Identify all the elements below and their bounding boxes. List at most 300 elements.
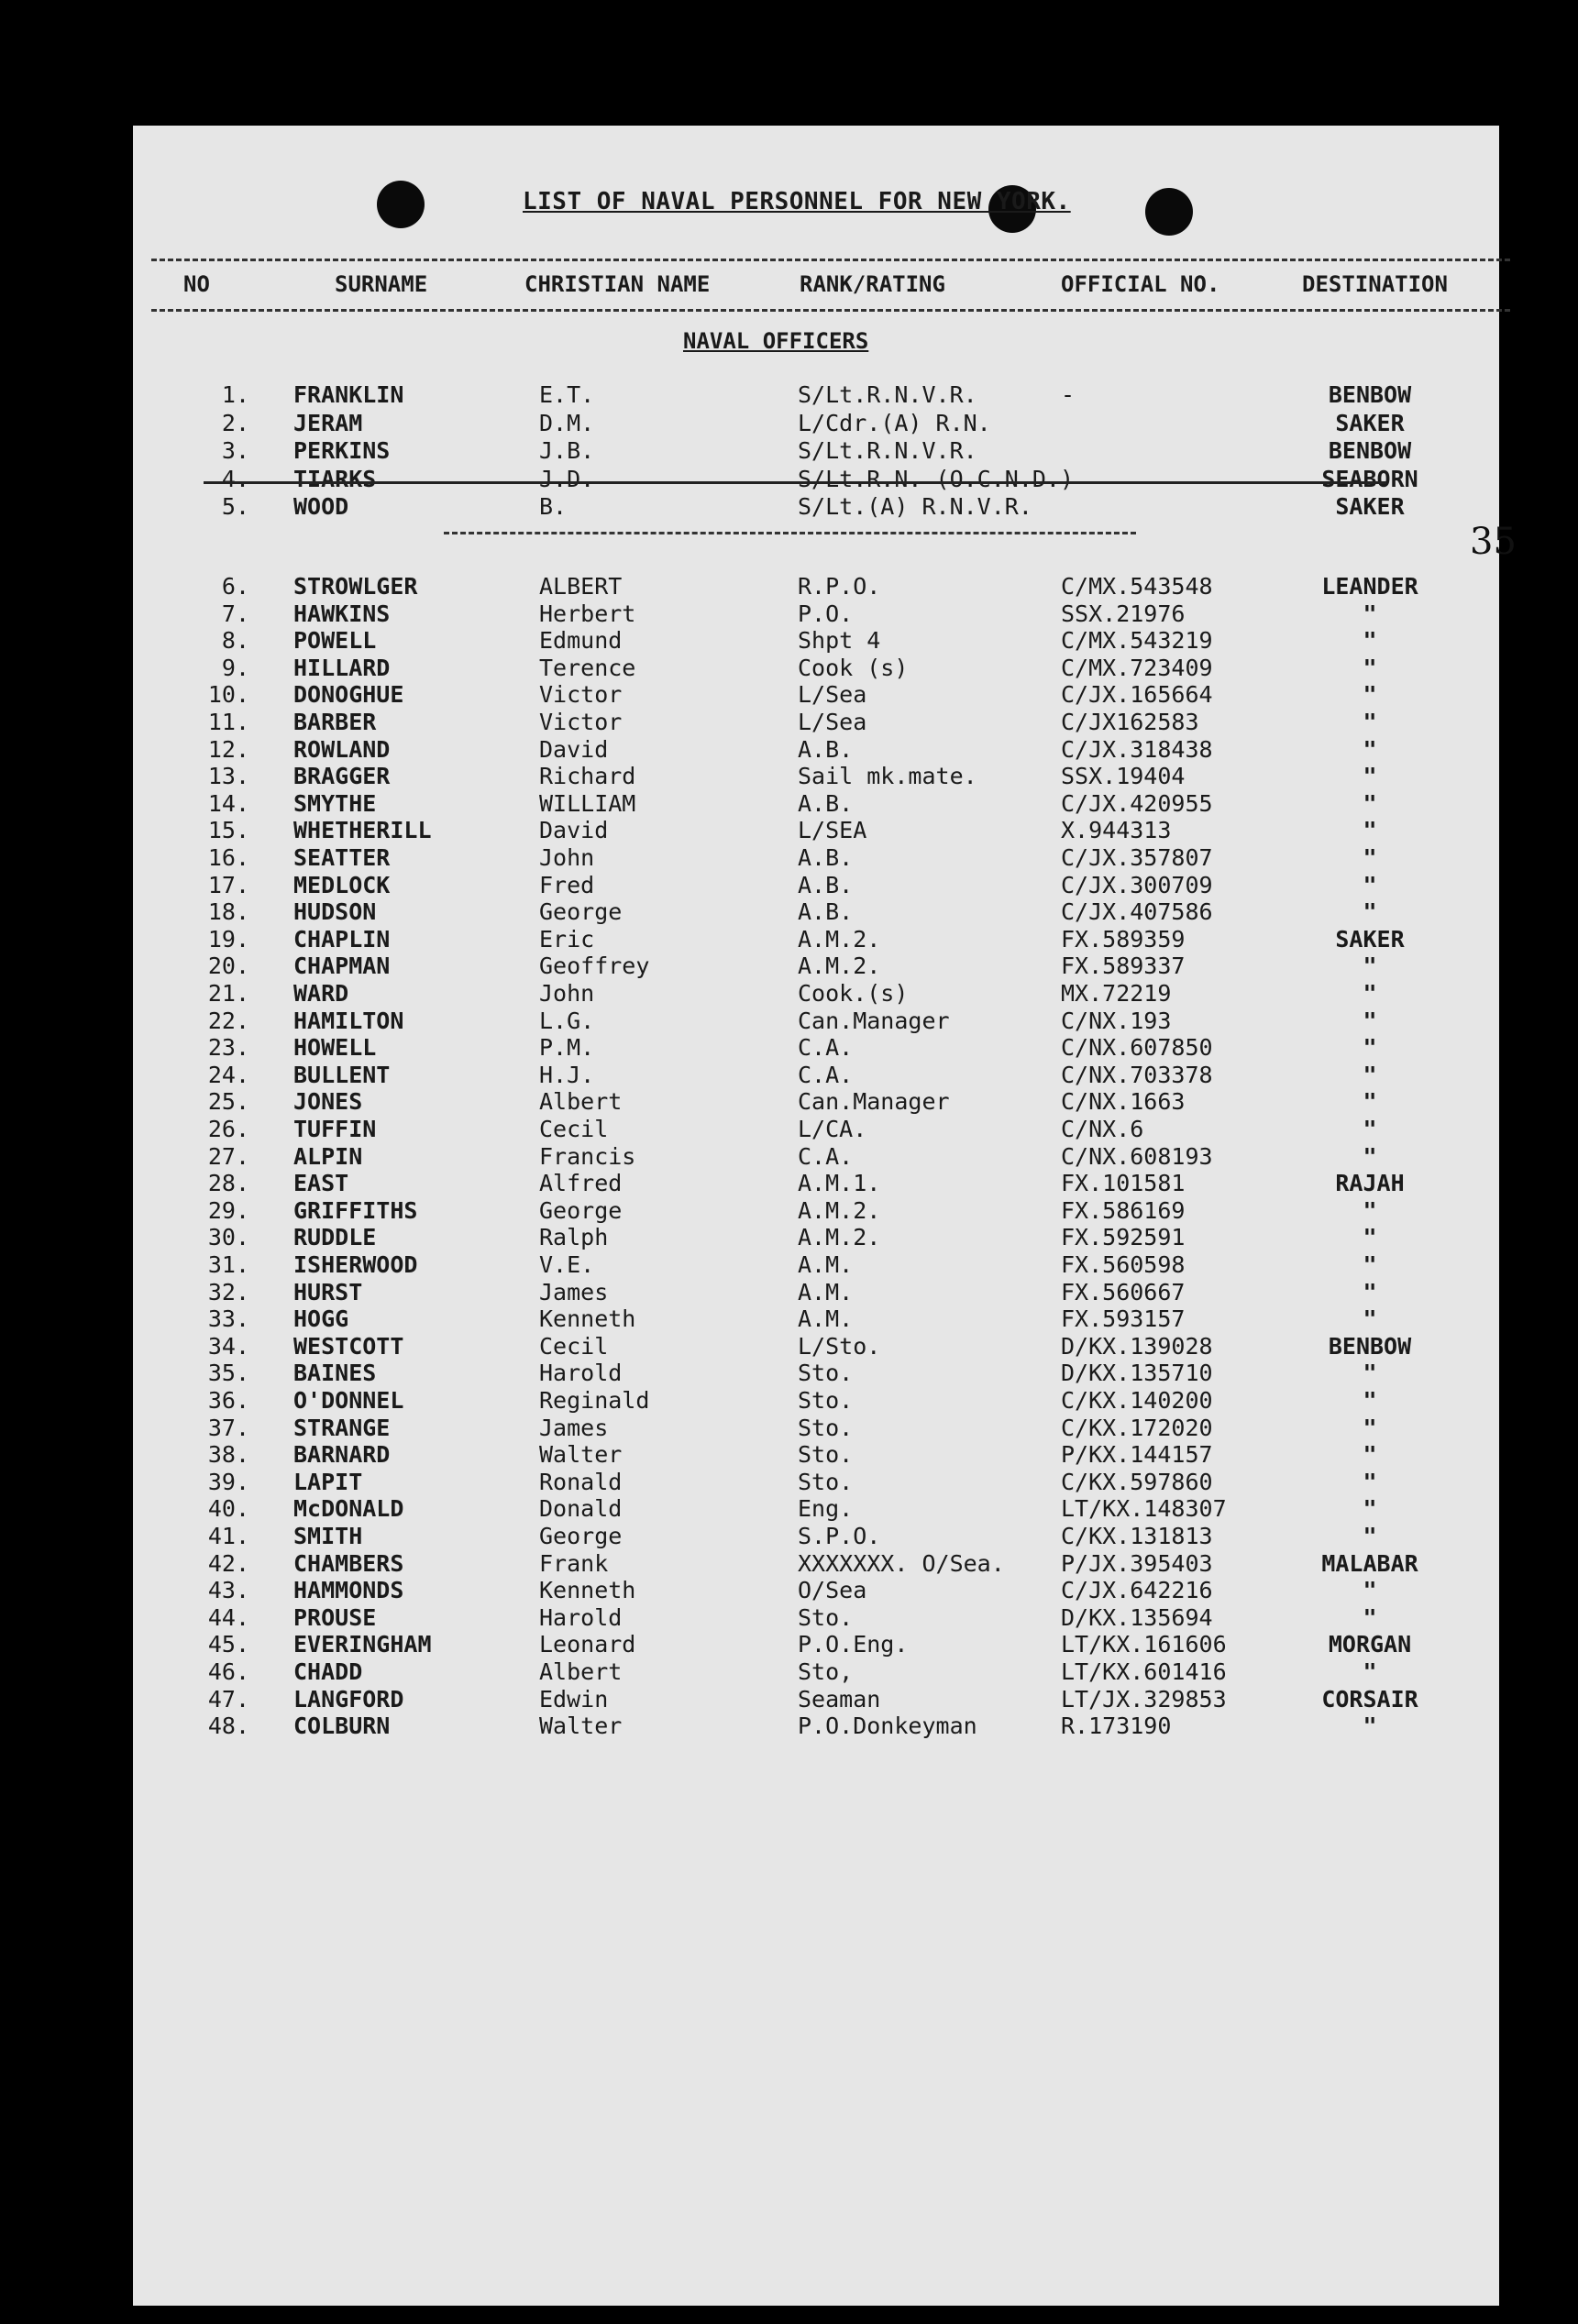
cell-rank: A.B. <box>798 898 854 926</box>
cell-christian-name: P.M. <box>539 1034 595 1062</box>
cell-no: 12. <box>207 735 249 763</box>
cell-surname: BARNARD <box>293 1441 391 1469</box>
table-row <box>0 600 1578 628</box>
cell-rank: A.M.1. <box>798 1170 881 1197</box>
table-row <box>0 953 1578 980</box>
cell-official-no: C/MX.723409 <box>1061 654 1213 681</box>
cell-official-no: C/NX.607850 <box>1061 1034 1213 1062</box>
cell-surname: LAPIT <box>293 1468 363 1495</box>
cell-no: 32. <box>207 1278 249 1305</box>
cell-official-no: C/NX.1663 <box>1061 1088 1186 1116</box>
cell-surname: HAWKINS <box>293 600 391 627</box>
cell-no: 25. <box>207 1088 249 1116</box>
header-surname: SURNAME <box>335 271 428 297</box>
cell-official-no: C/JX.300709 <box>1061 871 1213 898</box>
cell-christian-name: James <box>539 1414 609 1441</box>
cell-no: 6. <box>221 573 249 600</box>
table-row <box>0 1387 1578 1415</box>
cell-no: 16. <box>207 844 249 871</box>
cell-rank: P.O. <box>798 600 854 627</box>
cell-destination: " <box>1363 1142 1377 1170</box>
cell-destination: " <box>1363 1278 1377 1305</box>
table-row <box>0 1224 1578 1251</box>
cell-no: 39. <box>207 1468 249 1495</box>
cell-rank: L/CA. <box>798 1116 867 1142</box>
cell-destination: SAKER <box>1335 493 1405 520</box>
cell-christian-name: V.E. <box>539 1251 595 1278</box>
cell-destination: " <box>1363 654 1377 681</box>
cell-christian-name: Edmund <box>539 627 623 655</box>
cell-rank: R.P.O. <box>798 573 881 600</box>
cell-destination: " <box>1363 817 1377 844</box>
cell-destination: BENBOW <box>1328 381 1412 408</box>
cell-official-no: P/KX.144157 <box>1061 1441 1213 1469</box>
cell-no: 45. <box>207 1631 249 1658</box>
table-row <box>0 1441 1578 1469</box>
cell-official-no: C/JX.318438 <box>1061 735 1213 763</box>
table-row <box>0 980 1578 1008</box>
section-divider <box>444 532 1136 534</box>
cell-rank: S/Lt.R.N.V.R. <box>798 437 977 464</box>
cell-no: 26. <box>207 1116 249 1142</box>
table-row <box>0 573 1578 600</box>
table-row <box>0 817 1578 844</box>
table-row <box>0 681 1578 709</box>
cell-rank: A.B. <box>798 844 854 871</box>
table-row <box>0 1088 1578 1116</box>
cell-surname: HILLARD <box>293 654 391 681</box>
cell-christian-name: Alfred <box>539 1170 623 1197</box>
cell-official-no: LT/KX.161606 <box>1061 1631 1227 1658</box>
cell-destination: " <box>1363 1658 1377 1685</box>
table-row <box>0 1251 1578 1279</box>
cell-surname: HUDSON <box>293 898 377 926</box>
cell-rank: Shpt 4 <box>798 627 881 655</box>
cell-christian-name: Albert <box>539 1658 623 1685</box>
table-row <box>0 1631 1578 1658</box>
cell-christian-name: J.D. <box>539 465 595 492</box>
table-row <box>0 898 1578 926</box>
cell-official-no: C/MX.543548 <box>1061 573 1213 600</box>
cell-christian-name: George <box>539 898 623 926</box>
cell-surname: BAINES <box>293 1360 377 1387</box>
cell-destination: BENBOW <box>1328 437 1412 464</box>
cell-no: 24. <box>207 1061 249 1088</box>
table-row <box>0 627 1578 655</box>
cell-christian-name: John <box>539 844 595 871</box>
cell-surname: McDONALD <box>293 1495 404 1523</box>
cell-official-no: LT/KX.148307 <box>1061 1495 1227 1523</box>
cell-official-no: SSX.19404 <box>1061 763 1186 790</box>
cell-surname: WHETHERILL <box>293 817 432 844</box>
header-destination: DESTINATION <box>1302 271 1448 297</box>
cell-destination: " <box>1363 871 1377 898</box>
cell-rank: A.M.2. <box>798 925 881 953</box>
cell-surname: ISHERWOOD <box>293 1251 418 1278</box>
cell-no: 18. <box>207 898 249 926</box>
cell-christian-name: WILLIAM <box>539 789 636 817</box>
table-row <box>0 790 1578 818</box>
cell-christian-name: Harold <box>539 1360 623 1387</box>
cell-no: 36. <box>207 1387 249 1414</box>
header-christian-name: CHRISTIAN NAME <box>524 271 711 297</box>
table-row <box>0 437 1578 465</box>
cell-destination: " <box>1363 844 1377 871</box>
cell-no: 20. <box>207 953 249 980</box>
cell-no: 30. <box>207 1224 249 1251</box>
cell-official-no: FX.101581 <box>1061 1170 1186 1197</box>
cell-christian-name: Reginald <box>539 1387 650 1414</box>
cell-surname: WOOD <box>293 493 349 520</box>
table-row <box>0 1577 1578 1604</box>
cell-official-no: MX.72219 <box>1061 980 1172 1007</box>
cell-official-no: FX.560598 <box>1061 1251 1186 1278</box>
cell-rank: A.M.2. <box>798 1196 881 1224</box>
cell-no: 19. <box>207 925 249 953</box>
cell-official-no: P/JX.395403 <box>1061 1549 1213 1577</box>
cell-no: 47. <box>207 1685 249 1713</box>
cell-no: 27. <box>207 1142 249 1170</box>
cell-destination: " <box>1363 1414 1377 1441</box>
cell-rank: Can.Manager <box>798 1088 950 1116</box>
cell-no: 3. <box>221 437 249 464</box>
table-row <box>0 1523 1578 1550</box>
cell-surname: HURST <box>293 1278 363 1305</box>
cell-rank: L/SEA <box>798 817 867 844</box>
cell-destination: " <box>1363 681 1377 709</box>
cell-official-no: FX.589337 <box>1061 953 1186 980</box>
cell-official-no: FX.593157 <box>1061 1305 1186 1333</box>
cell-official-no: C/JX.642216 <box>1061 1577 1213 1604</box>
cell-rank: Sto. <box>798 1387 854 1414</box>
page-number: 35 <box>1470 521 1517 563</box>
cell-surname: HOWELL <box>293 1034 377 1062</box>
cell-destination: LEANDER <box>1321 573 1418 600</box>
table-row <box>0 655 1578 682</box>
cell-no: 31. <box>207 1251 249 1278</box>
cell-surname: DONOGHUE <box>293 681 404 709</box>
cell-rank: Sto, <box>798 1658 854 1685</box>
cell-destination: " <box>1363 1713 1377 1740</box>
cell-official-no: LT/JX.329853 <box>1061 1685 1227 1713</box>
cell-no: 7. <box>221 600 249 627</box>
cell-destination: SAKER <box>1335 409 1405 436</box>
cell-official-no: C/NX.608193 <box>1061 1142 1213 1170</box>
cell-christian-name: Cecil <box>539 1116 609 1142</box>
table-row <box>0 844 1578 872</box>
cell-official-no: R.173190 <box>1061 1713 1172 1740</box>
cell-destination: " <box>1363 600 1377 627</box>
cell-rank: Seaman <box>798 1685 881 1713</box>
cell-no: 13. <box>207 763 249 790</box>
cell-no: 35. <box>207 1360 249 1387</box>
cell-rank: A.B. <box>798 735 854 763</box>
cell-christian-name: Cecil <box>539 1332 609 1360</box>
table-row <box>0 493 1578 521</box>
cell-christian-name: B. <box>539 493 568 520</box>
cell-christian-name: Eric <box>539 925 595 953</box>
cell-christian-name: Victor <box>539 681 623 709</box>
cell-surname: STROWLGER <box>293 573 418 600</box>
section-heading-officers: NAVAL OFFICERS <box>683 328 869 354</box>
cell-destination: " <box>1363 1577 1377 1604</box>
cell-no: 23. <box>207 1034 249 1062</box>
cell-christian-name: Kenneth <box>539 1305 636 1333</box>
table-row <box>0 1116 1578 1143</box>
cell-surname: FRANKLIN <box>293 381 404 408</box>
cell-rank: A.M.2. <box>798 953 881 980</box>
table-row <box>0 1469 1578 1496</box>
cell-surname: GRIFFITHS <box>293 1196 418 1224</box>
cell-no: 29. <box>207 1196 249 1224</box>
cell-official-no: FX.560667 <box>1061 1278 1186 1305</box>
cell-christian-name: Kenneth <box>539 1577 636 1604</box>
cell-official-no: C/KX.597860 <box>1061 1468 1213 1495</box>
cell-official-no: C/JX162583 <box>1061 709 1199 735</box>
page-title: LIST OF NAVAL PERSONNEL FOR NEW YORK. <box>523 188 1071 215</box>
cell-no: 15. <box>207 817 249 844</box>
cell-christian-name: J.B. <box>539 437 595 464</box>
table-row <box>0 1062 1578 1089</box>
cell-rank: C.A. <box>798 1142 854 1170</box>
cell-rank: P.O.Eng. <box>798 1631 909 1658</box>
cell-surname: POWELL <box>293 627 377 655</box>
cell-surname: BRAGGER <box>293 763 391 790</box>
table-row <box>0 1360 1578 1387</box>
cell-christian-name: L.G. <box>539 1007 595 1034</box>
cell-rank: Sto. <box>798 1414 854 1441</box>
cell-christian-name: Herbert <box>539 600 636 627</box>
cell-no: 11. <box>207 709 249 735</box>
cell-destination: " <box>1363 789 1377 817</box>
cell-official-no: C/JX.407586 <box>1061 898 1213 926</box>
cell-no: 42. <box>207 1549 249 1577</box>
cell-surname: HAMILTON <box>293 1007 404 1034</box>
cell-rank: C.A. <box>798 1034 854 1062</box>
cell-surname: O'DONNEL <box>293 1387 404 1414</box>
cell-rank: Cook.(s) <box>798 980 909 1007</box>
table-row <box>0 1333 1578 1360</box>
cell-rank: Sto. <box>798 1468 854 1495</box>
cell-destination: " <box>1363 1034 1377 1062</box>
cell-surname: WESTCOTT <box>293 1332 404 1360</box>
cell-official-no: C/KX.140200 <box>1061 1387 1213 1414</box>
cell-no: 5. <box>221 493 249 520</box>
cell-official-no: C/JX.165664 <box>1061 681 1213 709</box>
cell-official-no: LT/KX.601416 <box>1061 1658 1227 1685</box>
cell-no: 33. <box>207 1305 249 1333</box>
cell-surname: JERAM <box>293 409 363 436</box>
cell-rank: C.A. <box>798 1061 854 1088</box>
table-row <box>0 1550 1578 1578</box>
cell-destination: " <box>1363 709 1377 735</box>
table-row <box>0 1197 1578 1225</box>
cell-rank: L/Sto. <box>798 1332 881 1360</box>
cell-surname: BARBER <box>293 709 377 735</box>
cell-christian-name: Ralph <box>539 1224 609 1251</box>
cell-destination: " <box>1363 980 1377 1007</box>
table-row <box>0 1713 1578 1740</box>
cell-surname: CHAMBERS <box>293 1549 404 1577</box>
cell-christian-name: ALBERT <box>539 573 623 600</box>
table-row <box>0 1604 1578 1632</box>
cell-rank: Cook (s) <box>798 654 909 681</box>
cell-surname: CHAPLIN <box>293 925 391 953</box>
cell-official-no: C/JX.420955 <box>1061 789 1213 817</box>
table-row <box>0 1495 1578 1523</box>
table-row <box>0 1305 1578 1333</box>
cell-rank: A.M. <box>798 1251 854 1278</box>
cell-rank: L/Sea <box>798 709 867 735</box>
strikethrough-line <box>204 481 1386 484</box>
cell-surname: PERKINS <box>293 437 391 464</box>
cell-rank: Sto. <box>798 1441 854 1469</box>
cell-rank: A.M.2. <box>798 1224 881 1251</box>
cell-destination: " <box>1363 627 1377 655</box>
cell-surname: RUDDLE <box>293 1224 377 1251</box>
cell-official-no: D/KX.139028 <box>1061 1332 1213 1360</box>
cell-destination: " <box>1363 953 1377 980</box>
cell-surname: HAMMONDS <box>293 1577 404 1604</box>
cell-no: 1. <box>221 381 249 408</box>
cell-surname: EAST <box>293 1170 349 1197</box>
cell-destination: " <box>1363 1196 1377 1224</box>
cell-no: 46. <box>207 1658 249 1685</box>
table-row <box>0 1170 1578 1197</box>
table-row <box>0 1415 1578 1442</box>
cell-destination: " <box>1363 898 1377 926</box>
cell-no: 43. <box>207 1577 249 1604</box>
cell-christian-name: David <box>539 817 609 844</box>
cell-christian-name: Albert <box>539 1088 623 1116</box>
cell-surname: PROUSE <box>293 1603 377 1631</box>
cell-destination: " <box>1363 1523 1377 1549</box>
cell-destination: " <box>1363 1305 1377 1333</box>
cell-christian-name: Francis <box>539 1142 636 1170</box>
cell-official-no: SSX.21976 <box>1061 600 1186 627</box>
cell-official-no: C/JX.357807 <box>1061 844 1213 871</box>
cell-destination: RAJAH <box>1335 1170 1405 1197</box>
table-row <box>0 763 1578 790</box>
cell-official-no: C/MX.543219 <box>1061 627 1213 655</box>
cell-official-no: C/KX.172020 <box>1061 1414 1213 1441</box>
cell-no: 48. <box>207 1713 249 1740</box>
cell-no: 8. <box>221 627 249 655</box>
cell-no: 17. <box>207 871 249 898</box>
cell-christian-name: Donald <box>539 1495 623 1523</box>
cell-destination: " <box>1363 1007 1377 1034</box>
cell-official-no: D/KX.135710 <box>1061 1360 1213 1387</box>
cell-christian-name: Frank <box>539 1549 609 1577</box>
cell-surname: EVERINGHAM <box>293 1631 432 1658</box>
punch-hole-right <box>1145 188 1193 236</box>
cell-official-no: D/KX.135694 <box>1061 1603 1213 1631</box>
cell-no: 9. <box>221 654 249 681</box>
cell-christian-name: E.T. <box>539 381 595 408</box>
cell-christian-name: D.M. <box>539 409 595 436</box>
header-rule-top <box>151 259 1510 261</box>
cell-surname: LANGFORD <box>293 1685 404 1713</box>
cell-surname: HOGG <box>293 1305 349 1333</box>
cell-rank: A.B. <box>798 871 854 898</box>
cell-christian-name: Fred <box>539 871 595 898</box>
cell-rank: L/Cdr.(A) R.N. <box>798 409 991 436</box>
cell-rank: L/Sea <box>798 681 867 709</box>
cell-destination: " <box>1363 1088 1377 1116</box>
cell-destination: SEABORN <box>1321 465 1418 492</box>
cell-christian-name: Terence <box>539 654 636 681</box>
cell-destination: " <box>1363 1495 1377 1523</box>
cell-rank: Sto. <box>798 1603 854 1631</box>
cell-no: 22. <box>207 1007 249 1034</box>
cell-christian-name: Richard <box>539 763 636 790</box>
cell-destination: " <box>1363 1224 1377 1251</box>
cell-surname: TIARKS <box>293 465 377 492</box>
table-row <box>0 1034 1578 1062</box>
cell-rank: A.B. <box>798 789 854 817</box>
table-row <box>0 1686 1578 1713</box>
cell-rank: S/Lt.R.N.V.R. <box>798 381 977 408</box>
cell-destination: BENBOW <box>1328 1332 1412 1360</box>
cell-destination: " <box>1363 763 1377 790</box>
cell-rank: S/Lt.R.N. (O.C.N.D.) <box>798 465 1075 492</box>
cell-christian-name: James <box>539 1278 609 1305</box>
cell-destination: " <box>1363 1360 1377 1387</box>
cell-no: 44. <box>207 1603 249 1631</box>
header-no: NO <box>183 271 210 297</box>
cell-destination: " <box>1363 1603 1377 1631</box>
header-rank: RANK/RATING <box>800 271 945 297</box>
cell-no: 2. <box>221 409 249 436</box>
cell-christian-name: Walter <box>539 1713 623 1740</box>
header-rule-bottom <box>151 309 1510 312</box>
cell-official-no: X.944313 <box>1061 817 1172 844</box>
cell-official-no: FX.589359 <box>1061 925 1186 953</box>
cell-official-no: FX.592591 <box>1061 1224 1186 1251</box>
cell-surname: ALPIN <box>293 1142 363 1170</box>
cell-surname: WARD <box>293 980 349 1007</box>
cell-no: 28. <box>207 1170 249 1197</box>
table-row <box>0 926 1578 953</box>
cell-no: 34. <box>207 1332 249 1360</box>
table-row <box>0 1143 1578 1171</box>
cell-surname: SMYTHE <box>293 789 377 817</box>
cell-rank: O/Sea <box>798 1577 867 1604</box>
cell-destination: " <box>1363 735 1377 763</box>
cell-rank: Sail mk.mate. <box>798 763 977 790</box>
cell-rank: XXXXXXX. O/Sea. <box>798 1549 1005 1577</box>
cell-christian-name: H.J. <box>539 1061 595 1088</box>
cell-surname: STRANGE <box>293 1414 391 1441</box>
table-row <box>0 410 1578 437</box>
cell-rank: Can.Manager <box>798 1007 950 1034</box>
cell-surname: SEATTER <box>293 844 391 871</box>
cell-surname: BULLENT <box>293 1061 391 1088</box>
cell-surname: TUFFIN <box>293 1116 377 1142</box>
cell-christian-name: Edwin <box>539 1685 609 1713</box>
cell-destination: " <box>1363 1441 1377 1469</box>
cell-official-no: C/KX.131813 <box>1061 1523 1213 1549</box>
table-header <box>0 271 1578 299</box>
cell-destination: " <box>1363 1387 1377 1414</box>
cell-no: 37. <box>207 1414 249 1441</box>
cell-surname: CHADD <box>293 1658 363 1685</box>
cell-christian-name: George <box>539 1196 623 1224</box>
cell-christian-name: George <box>539 1523 623 1549</box>
cell-surname: MEDLOCK <box>293 871 391 898</box>
cell-official-no: - <box>1061 381 1076 408</box>
punch-hole-left <box>377 181 425 228</box>
